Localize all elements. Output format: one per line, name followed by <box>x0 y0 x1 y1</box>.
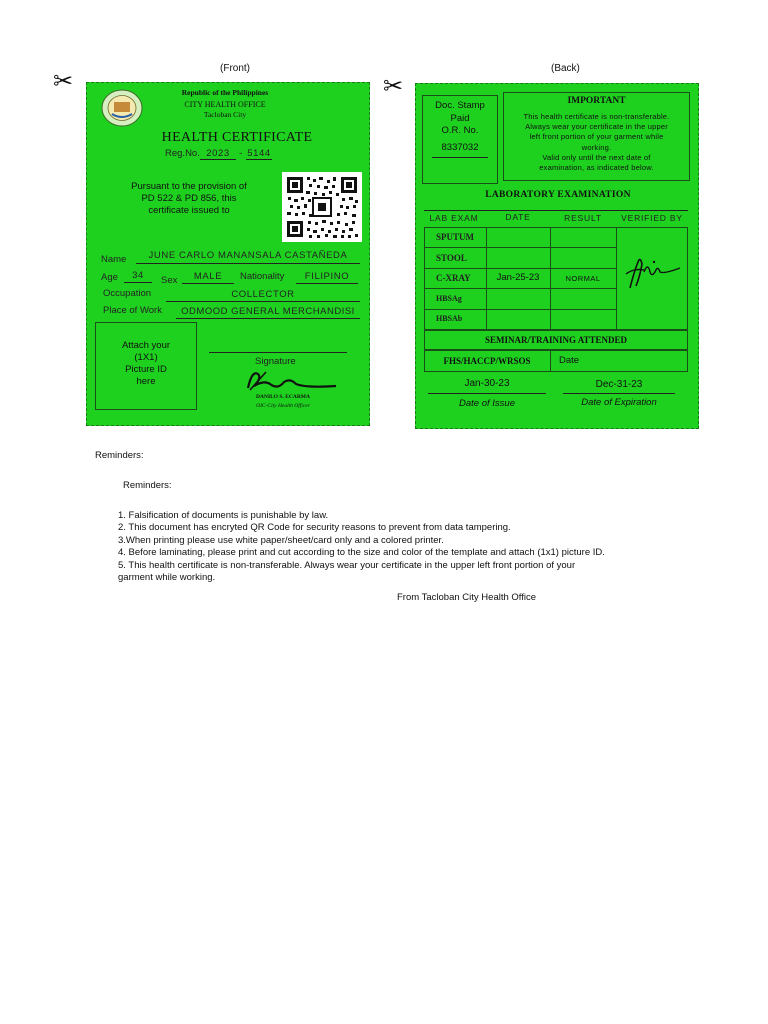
name-value: JUNE CARLO MANANSALA CASTAÑEDA <box>148 250 348 261</box>
lab-header-line <box>424 210 688 211</box>
xray-result: NORMAL <box>565 274 601 283</box>
col-divider <box>550 350 551 372</box>
reminder-item: 1. Falsification of documents is punishable by law. <box>118 510 329 521</box>
table-row-exam: HBSAg <box>436 294 462 303</box>
important-text: This health certificate is non-transferable. Always wear your certificate in the upper left front portion of your garment while working. Valid only until the next date of examination, as indicated below. <box>523 112 670 173</box>
or-number: 8337032 <box>441 142 479 153</box>
nationality-value: FILIPINO <box>304 271 350 282</box>
signature-label: Signature <box>255 356 296 367</box>
page-title: HEALTH CERTIFICATE <box>161 130 313 145</box>
verifier-signature-icon <box>620 252 686 294</box>
front-label: (Front) <box>220 63 250 74</box>
issue-date-label: Date of Issue <box>459 398 515 409</box>
officer-title: OIC-City Health Officer <box>256 403 310 409</box>
col-verified-by: VERIFIED BY <box>621 213 683 223</box>
name-label: Name <box>101 254 127 265</box>
reminders-heading: Reminders: <box>95 450 144 461</box>
nationality-line <box>296 283 358 284</box>
reg-year-line <box>200 159 236 160</box>
reminder-item: 4. Before laminating, please print and cut according to the size and color of the template and attach (1x1) picture ID. <box>118 547 605 558</box>
nationality-label: Nationality <box>240 271 285 282</box>
seminar-date-label: Date <box>559 355 580 366</box>
row-divider <box>424 309 616 310</box>
reg-number: 5144 <box>247 148 271 159</box>
place-of-work-label: Place of Work <box>103 305 162 316</box>
col-lab-exam: LAB EXAM <box>429 213 479 223</box>
table-row-exam: SPUTUM <box>436 232 474 242</box>
issue-date-line <box>428 393 546 394</box>
expiry-date: Dec-31-23 <box>595 379 643 390</box>
or-number-line <box>432 157 488 158</box>
name-line <box>136 263 360 264</box>
xray-date: Jan-25-23 <box>496 272 540 283</box>
reminder-item: 3.When printing please use white paper/sheet/card only and a colored printer. <box>118 535 444 546</box>
age-line <box>124 282 152 283</box>
occupation-value: COLLECTOR <box>231 289 295 300</box>
reminder-item: garment while working. <box>118 572 216 583</box>
important-title: IMPORTANT <box>567 96 626 106</box>
reminders-subheading: Reminders: <box>123 480 172 491</box>
reminder-item: 5. This health certificate is non-transferable. Always wear your certificate in the upper left front portion of your <box>118 560 576 571</box>
signature-line <box>209 352 347 353</box>
header-republic: Republic of the Philippines <box>181 88 269 97</box>
col-date: DATE <box>505 212 531 222</box>
col-result: RESULT <box>564 213 602 223</box>
seminar-label: FHS/HACCP/WRSOS <box>443 356 531 366</box>
reg-number-line <box>246 159 272 160</box>
occupation-label: Occupation <box>103 288 152 299</box>
table-row-exam: STOOL <box>436 253 467 263</box>
reg-sep: - <box>239 148 243 159</box>
scissors-icon: ✂ <box>53 68 74 95</box>
reg-year: 2023 <box>206 148 230 159</box>
seminar-title: SEMINAR/TRAINING ATTENDED <box>484 335 628 345</box>
photo-instructions: Attach your (1X1) Picture ID here <box>121 340 171 387</box>
expiry-date-line <box>563 393 675 394</box>
occupation-line <box>166 301 360 302</box>
place-of-work-value: ODMOOD GENERAL MERCHANDISI <box>181 306 355 317</box>
city-seal-icon <box>100 88 144 128</box>
officer-signature-icon <box>240 366 340 394</box>
table-row-exam: HBSAb <box>436 314 463 323</box>
reminder-item: 2. This document has encryted QR Code for security reasons to prevent from data tampering. <box>118 522 511 533</box>
age-label: Age <box>101 272 118 283</box>
pursuant-text: Pursuant to the provision of PD 522 & PD 856, this certificate issued to <box>131 181 247 216</box>
table-row-exam: C-XRAY <box>436 273 471 283</box>
place-of-work-line <box>176 318 360 319</box>
qr-code-icon <box>282 172 362 242</box>
row-divider <box>424 247 616 248</box>
doc-stamp-text: Doc. Stamp Paid O.R. No. <box>435 100 485 136</box>
col-divider <box>616 227 617 330</box>
sex-label: Sex <box>161 275 178 286</box>
lab-exam-title: LABORATORY EXAMINATION <box>485 190 631 200</box>
header-office: CITY HEALTH OFFICE <box>184 100 266 109</box>
header-city: Tacloban City <box>203 110 247 119</box>
scissors-icon: ✂ <box>383 73 404 100</box>
back-label: (Back) <box>551 63 580 74</box>
row-divider <box>424 288 616 289</box>
expiry-date-label: Date of Expiration <box>581 397 657 408</box>
issue-date: Jan-30-23 <box>464 378 510 389</box>
row-divider <box>424 268 616 269</box>
sex-value: MALE <box>193 271 223 282</box>
sex-line <box>182 283 234 284</box>
reg-label: Reg.No. <box>165 148 200 159</box>
age-value: 34 <box>132 270 144 281</box>
officer-name: DANILO S. ECARMA <box>256 394 310 400</box>
reminders-footer: From Tacloban City Health Office <box>397 592 537 603</box>
